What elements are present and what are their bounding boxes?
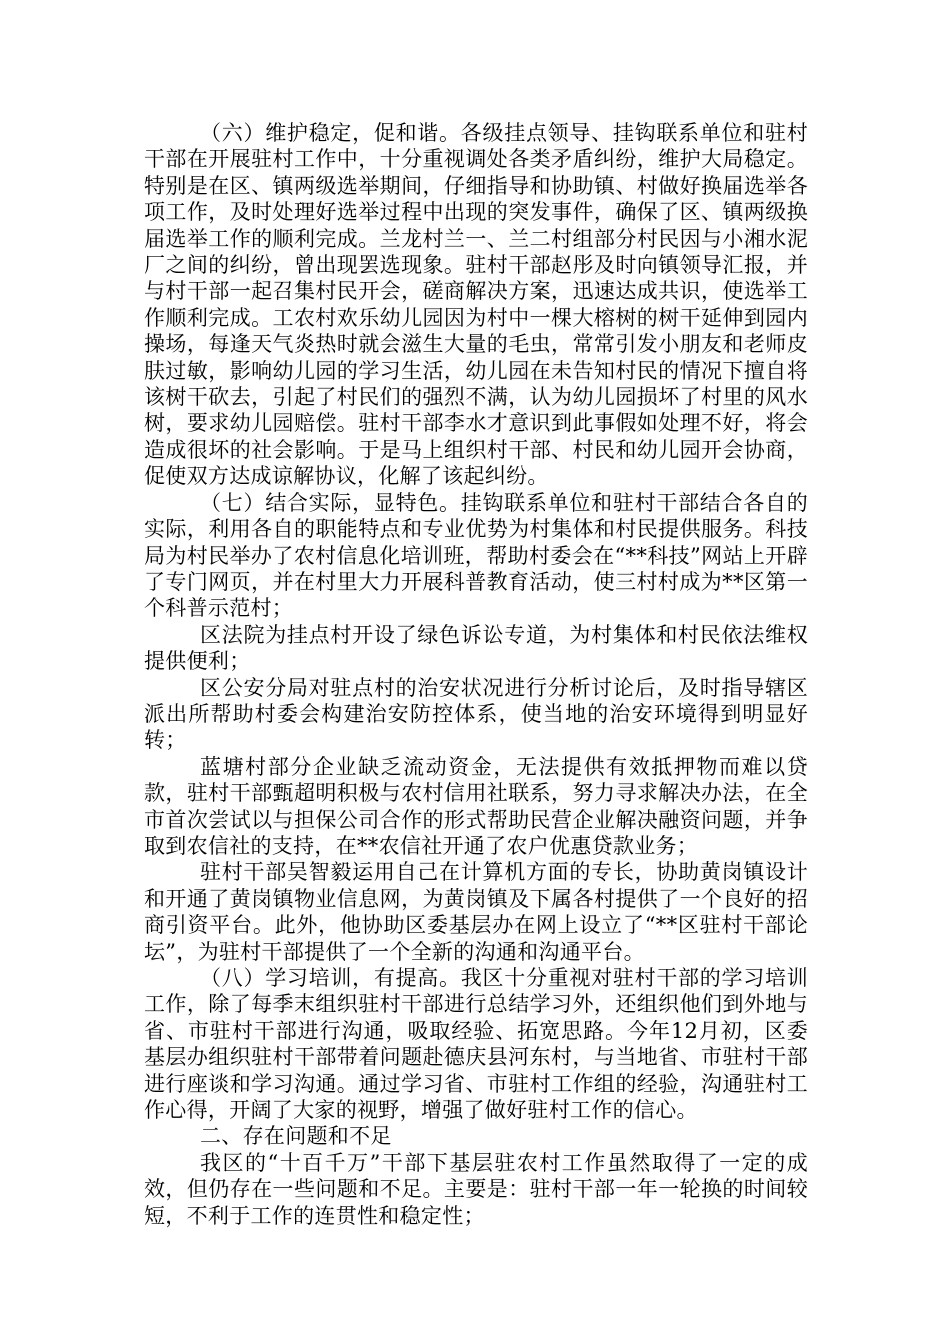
paragraph-court-green-channel: 区法院为挂点村开设了绿色诉讼专道，为村集体和村民依法维权提供便利； [144, 622, 808, 674]
paragraph-combine-reality: （七）结合实际，显特色。挂钩联系单位和驻村干部结合各自的实际，利用各自的职能特点和专业优势为村集体和村民提供服务。科技局为村民举办了农村信息化培训班，帮助村委会在“**科技”网站上开辟了专门网页，并在村里大力开展科普教育活动，使三村村成为**区第一个科普示范村； [144, 490, 808, 621]
paragraph-public-security: 区公安分局对驻点村的治安状况进行分析讨论后，及时指导辖区派出所帮助村委会构建治安防控体系，使当地的治安环境得到明显好转； [144, 675, 808, 753]
paragraph-maintain-stability: （六）维护稳定，促和谐。各级挂点领导、挂钩联系单位和驻村干部在开展驻村工作中，十分重视调处各类矛盾纠纷，维护大局稳定。特别是在区、镇两级选举期间，仔细指导和协助镇、村做好换届选举各项工作，及时处理好选举过程中出现的突发事件，确保了区、镇两级换届选举工作的顺利完成。兰龙村兰一、兰二村组部分村民因与小湘水泥厂之间的纠纷，曾出现罢选现象。驻村干部赵彤及时向镇领导汇报，并与村干部一起召集村民开会，磋商解决方案，迅速达成共识，使选举工作顺利完成。工农村欢乐幼儿园因为村中一棵大榕树的树干延伸到园内操场，每逢天气炎热时就会滋生大量的毛虫，常常引发小朋友和老师皮肤过敏，影响幼儿园的学习生活，幼儿园在未告知村民的情况下擅自将该树干砍去，引起了村民们的强烈不满，认为幼儿园损坏了村里的风水树，要求幼儿园赔偿。驻村干部李水才意识到此事假如处理不好，将会造成很坏的社会影响。于是马上组织村干部、村民和幼儿园开会协商，促使双方达成谅解协议，化解了该起纠纷。 [144, 121, 808, 489]
document-body [144, 120, 808, 1229]
paragraph-problems: 我区的“十百千万”干部下基层驻农村工作虽然取得了一定的成效，但仍存在一些问题和不足。主要是：驻村干部一年一轮换的时间较短，不利于工作的连贯性和稳定性； [144, 1150, 808, 1228]
paragraph-training: （八）学习培训，有提高。我区十分重视对驻村干部的学习培训工作，除了每季末组织驻村干部进行总结学习外，还组织他们到外地与省、市驻村干部进行沟通，吸取经验、拓宽思路。今年12月初，区委基层办组织驻村干部带着问题赴德庆县河东村，与当地省、市驻村干部进行座谈和学习沟通。通过学习省、市驻村工作组的经验，沟通驻村工作心得，开阔了大家的视野，增强了做好驻村工作的信心。 [144, 966, 808, 1123]
paragraph-lantang-loans: 蓝塘村部分企业缺乏流动资金，无法提供有效抵押物而难以贷款，驻村干部甄超明积极与农村信用社联系，努力寻求解决办法，在全市首次尝试以与担保公司合作的形式帮助民营企业解决融资问题，并争取到农信社的支持，在**农信社开通了农户优惠贷款业务； [144, 754, 808, 858]
section-heading-problems: 二、存在问题和不足 [200, 1124, 392, 1149]
paragraph-info-network: 驻村干部吴智毅运用自己在计算机方面的专长，协助黄岗镇设计和开通了黄岗镇物业信息网，为黄岗镇及下属各村提供了一个良好的招商引资平台。此外，他协助区委基层办在网上设立了“**区驻村干部论坛”，为驻村干部提供了一个全新的沟通和沟通平台。 [144, 860, 808, 964]
